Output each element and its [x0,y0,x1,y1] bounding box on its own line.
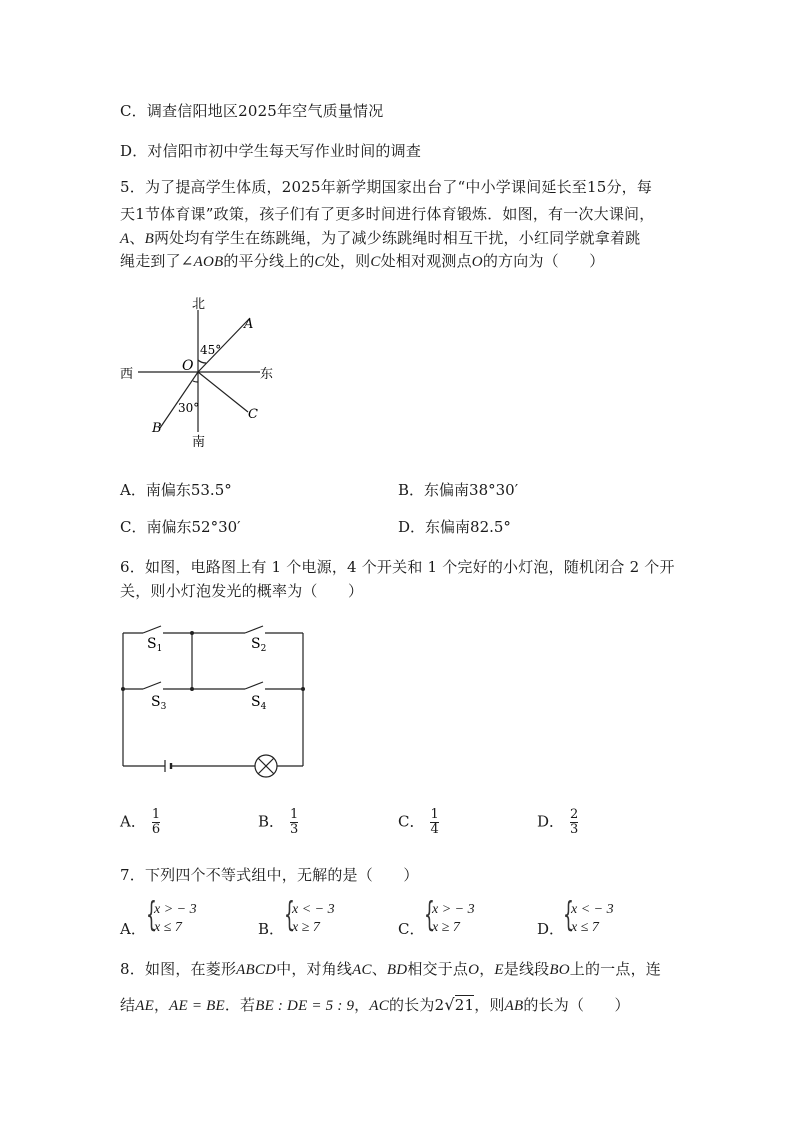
q6-circuit-figure [115,620,315,780]
q8-stem-line-2: 结AE，AE = BE．若BE : DE = 5 : 9，AC的长为2√21，则AB的长为（ ） [120,995,630,1014]
q5-stem-line-3: A、B两处均有学生在练跳绳，为了减少练跳绳时相互干扰，小红同学就拿着跳 [120,229,641,247]
q5-option-a: A．南偏东53.5° [120,481,232,499]
label-s2: $S_2$ [251,636,267,654]
q5-stem-line-4: 绳走到了∠AOB的平分线上的C处，则C处相对观测点O的方向为（ ） [120,252,605,270]
label-s3: $S_3$ [151,694,167,712]
q8-stem-line-1: 8．如图，在菱形ABCD中，对角线AC、BD相交于点O，E是线段BO上的一点，连 [120,960,661,978]
q7-option-b-system: { x < − 3 x ≥ 7 [284,895,335,935]
fraction: $\frac{1}{6}$ [151,807,161,837]
sqrt-expression: 2√21 [434,995,475,1014]
q6-option-a: A． $\frac{1}{6}$ [120,807,161,837]
label-east: 东 [260,367,274,382]
q6-option-c: C． $\frac{1}{4}$ [398,807,439,837]
switch-s2 [245,626,263,633]
label-south: 南 [192,435,206,450]
q4-option-c: C．调查信阳地区2025年空气质量情况 [120,102,384,120]
ray-oc [198,372,248,412]
q7-option-b-label: B． [258,920,285,938]
q6-option-d: D． $\frac{2}{3}$ [537,807,579,837]
q7-option-a-system: { x > − 3 x ≤ 7 [146,895,197,935]
label-o: O [182,358,194,374]
q7-option-d-label: D． [537,920,565,938]
label-b: B [152,421,162,436]
q5-stem-line-1: 5．为了提高学生体质，2025年新学期国家出台了“中小学课间延长至15分，每 [120,178,653,196]
q7-option-d-system: { x < − 3 x ≤ 7 [563,895,614,935]
angle-arc-45 [198,360,206,363]
q7-stem: 7．下列四个不等式组中，无解的是（ ） [120,866,419,884]
switch-s1 [143,626,161,633]
switch-s4 [245,682,263,689]
q6-option-b: B． $\frac{1}{3}$ [258,807,299,837]
fraction: $\frac{2}{3}$ [570,807,579,837]
q5-compass-figure [110,292,280,452]
q5-option-b: B．东偏南38°30′ [398,481,519,499]
q5-option-d: D．东偏南82.5° [398,518,511,536]
label-angle-30: 30° [178,401,200,415]
q7-option-a-label: A． [120,920,146,938]
q7-option-c-system: { x > − 3 x ≥ 7 [424,895,475,935]
label-north: 北 [192,297,206,312]
label-s1: $S_1$ [147,636,163,654]
q6-stem-line-2: 关，则小灯泡发光的概率为（ ） [120,582,364,600]
label-c: C [248,407,258,422]
switch-s3 [143,682,161,689]
q7-option-c-label: C． [398,920,425,938]
fraction: $\frac{1}{4}$ [430,807,439,837]
q6-stem-line-1: 6．如图，电路图上有 1 个电源，4 个开关和 1 个完好的小灯泡，随机闭合 2 个开 [120,558,675,576]
q4-option-d: D．对信阳市初中学生每天写作业时间的调查 [120,142,422,160]
q5-option-c: C．南偏东52°30′ [120,518,241,536]
ray-ob [160,372,198,428]
label-s4: $S_4$ [251,694,267,712]
label-angle-45: 45° [200,343,222,357]
angle-arc-30 [193,381,198,382]
fraction: $\frac{1}{3}$ [290,807,299,837]
label-a: A [244,317,254,332]
label-west: 西 [120,367,134,382]
q5-stem-line-2: 天1节体育课”政策，孩子们有了更多时间进行体育锻炼．如图，有一次大课间， [120,205,655,223]
